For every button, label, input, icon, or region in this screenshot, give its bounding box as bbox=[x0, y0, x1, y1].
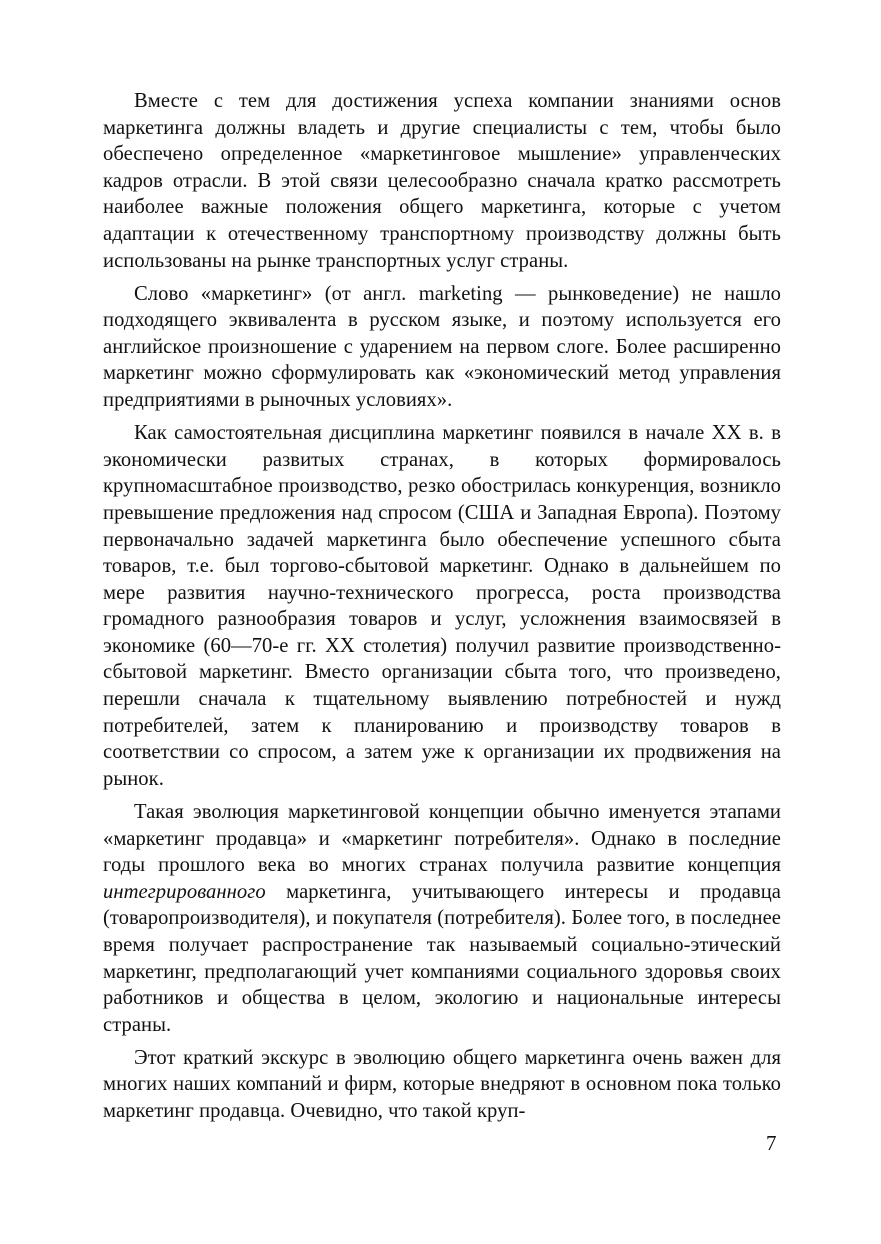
paragraph-4-text-before: Такая эволюция маркетинговой концепции обычно именуется этапами «маркетинг продавца» и «маркетинг потребителя». Однако в последние годы прошлого века во многих странах получила развитие концепция bbox=[103, 800, 781, 877]
paragraph-4-text-after: маркетинга, учитывающего интересы и продавца (товаропроизводителя), и покупателя (потребителя). Более того, в последнее время получает распространение так называемый социально-этический маркетинг, предполагающий учет компаниями социального здоровья своих работников и общества в целом, экологию и национальные интересы страны. bbox=[103, 880, 781, 1036]
body-text bbox=[103, 88, 781, 1125]
page-number: 7 bbox=[766, 1131, 777, 1155]
paragraph-2: Слово «маркетинг» (от англ. marketing — рынковедение) не нашло подходящего эквивалента в русском языке, и поэтому используется его английское произношение с ударением на первом слоге. Более расширенно маркетинг можно сформулировать как «экономический метод управления предприятиями в рыночных условиях». bbox=[103, 282, 781, 412]
paragraph-1: Вместе с тем для достижения успеха компании знаниями основ маркетинга должны владеть и другие специалисты с тем, чтобы было обеспечено определенное «маркетинговое мышление» управленческих кадров отрасли. В этой связи целесообразно сначала кратко рассмотреть наиболее важные положения общего маркетинга, которые с учетом адаптации к отечественному транспортному производству должны быть использованы на рынке транспортных услуг страны. bbox=[103, 90, 781, 272]
paragraph-4 bbox=[103, 799, 781, 1038]
paragraph-4-emphasis: интегрированного bbox=[103, 880, 266, 903]
paragraph-3: Как самостоятельная дисциплина маркетинг появился в начале XX в. в экономически развитых странах, в которых формировалось крупномасштабное производство, резко обострилась конкуренция, возникло превышение предложения над спросом (США и Западная Европа). Поэтому первоначально задачей маркетинга было обеспечение успешного сбыта товаров, т.е. был торгово-сбытовой маркетинг. Однако в дальнейшем по мере развития научно-технического прогресса, роста производства громадного разнообразия товаров и услуг, усложнения взаимосвязей в экономике (60—70-е гг. XX столетия) получил развитие производственно-сбытовой маркетинг. Вместо организации сбыта того, что произведено, перешли сначала к тщательному выявлению потребностей и нужд потребителей, затем к планированию и производству товаров в соответствии со спросом, а затем уже к организации их продвижения на рынок. bbox=[103, 422, 781, 790]
paragraph-5: Этот краткий экскурс в эволюцию общего маркетинга очень важен для многих наших компаний и фирм, которые внедряют в основном пока только маркетинг продавца. Очевидно, что такой круп- bbox=[103, 1046, 781, 1122]
